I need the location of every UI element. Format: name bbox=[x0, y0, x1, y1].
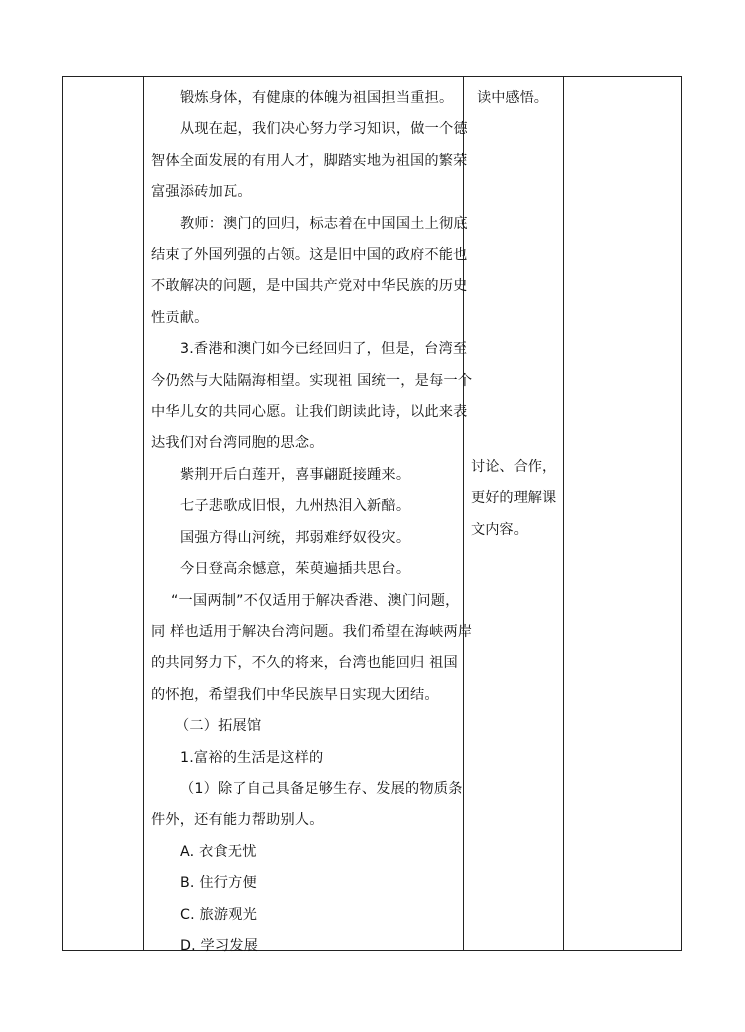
content-line: 智体全面发展的有用人才，脚踏实地为祖国的繁荣 bbox=[151, 152, 468, 169]
activity-note-middle bbox=[463, 452, 563, 546]
content-line: 富强添砖加瓦。 bbox=[151, 184, 252, 201]
content-line: 3.香港和澳门如今已经回归了，但是，台湾至 bbox=[180, 341, 468, 358]
content-line: 今仍然与大陆隔海相望。实现祖 国统一，是每一个 bbox=[151, 372, 473, 389]
poem-line: 国强方得山河统，邦弱难纾奴役灾。 bbox=[180, 529, 411, 546]
content-line: 的共同努力下，不久的将来，台湾也能回归 祖国 bbox=[151, 655, 458, 672]
content-line: 件外，还有能力帮助别人。 bbox=[151, 812, 324, 829]
teaching-content-cell bbox=[143, 77, 473, 954]
option-line: B. 住行方便 bbox=[180, 875, 257, 892]
option-line: A. 衣食无忧 bbox=[180, 843, 257, 860]
activity-note-line: 读中感悟。 bbox=[477, 90, 548, 106]
option-line: D. 学习发展 bbox=[180, 937, 259, 954]
content-line: 1.富裕的生活是这样的 bbox=[180, 749, 324, 766]
section-heading: （二）拓展馆 bbox=[175, 718, 262, 735]
poem-line: 紫荆开后白莲开，喜事翩跹接踵来。 bbox=[180, 466, 411, 483]
content-line: 的怀抱，希望我们中华民族早日实现大团结。 bbox=[151, 686, 439, 703]
option-line: C. 旅游观光 bbox=[180, 906, 258, 923]
content-line: 中华儿女的共同心愿。让我们朗读此诗，以此来表 bbox=[151, 404, 468, 421]
lesson-table bbox=[62, 76, 682, 954]
activity-note-line: 讨论、合作， bbox=[471, 459, 557, 475]
content-line: 达我们对台湾同胞的思念。 bbox=[151, 435, 324, 452]
poem-line: 七子悲歌成旧恨，九州热泪入新醅。 bbox=[180, 498, 411, 515]
poem-line: 今日登高余憾意，茱萸遍插共思台。 bbox=[180, 561, 411, 578]
content-line: 锻炼身体，有健康的体魄为祖国担当重担。 bbox=[180, 90, 454, 106]
activity-note-top bbox=[463, 83, 563, 114]
activity-note-line: 更好的理解课 bbox=[471, 490, 557, 507]
activity-note-line: 文内容。 bbox=[471, 521, 528, 538]
content-line: 从现在起，我们决心努力学习知识，做一个德 bbox=[180, 121, 468, 138]
content-line: 结束了外国列强的占领。这是旧中国的政府不能也 bbox=[151, 247, 468, 264]
content-line: 不敢解决的问题，是中国共产党对中华民族的历史 bbox=[151, 278, 468, 295]
content-line: 教师：澳门的回归，标志着在中国国土上彻底 bbox=[180, 215, 468, 232]
column-divider bbox=[563, 77, 564, 950]
content-line: 同 样也适用于解决台湾问题。我们希望在海峡两岸 bbox=[151, 623, 473, 640]
content-line: 性贡献。 bbox=[151, 309, 209, 326]
content-line: （1）除了自己具备足够生存、发展的物质条 bbox=[180, 780, 463, 797]
content-line: “一国两制”不仅适用于解决香港、澳门问题， bbox=[171, 592, 460, 609]
